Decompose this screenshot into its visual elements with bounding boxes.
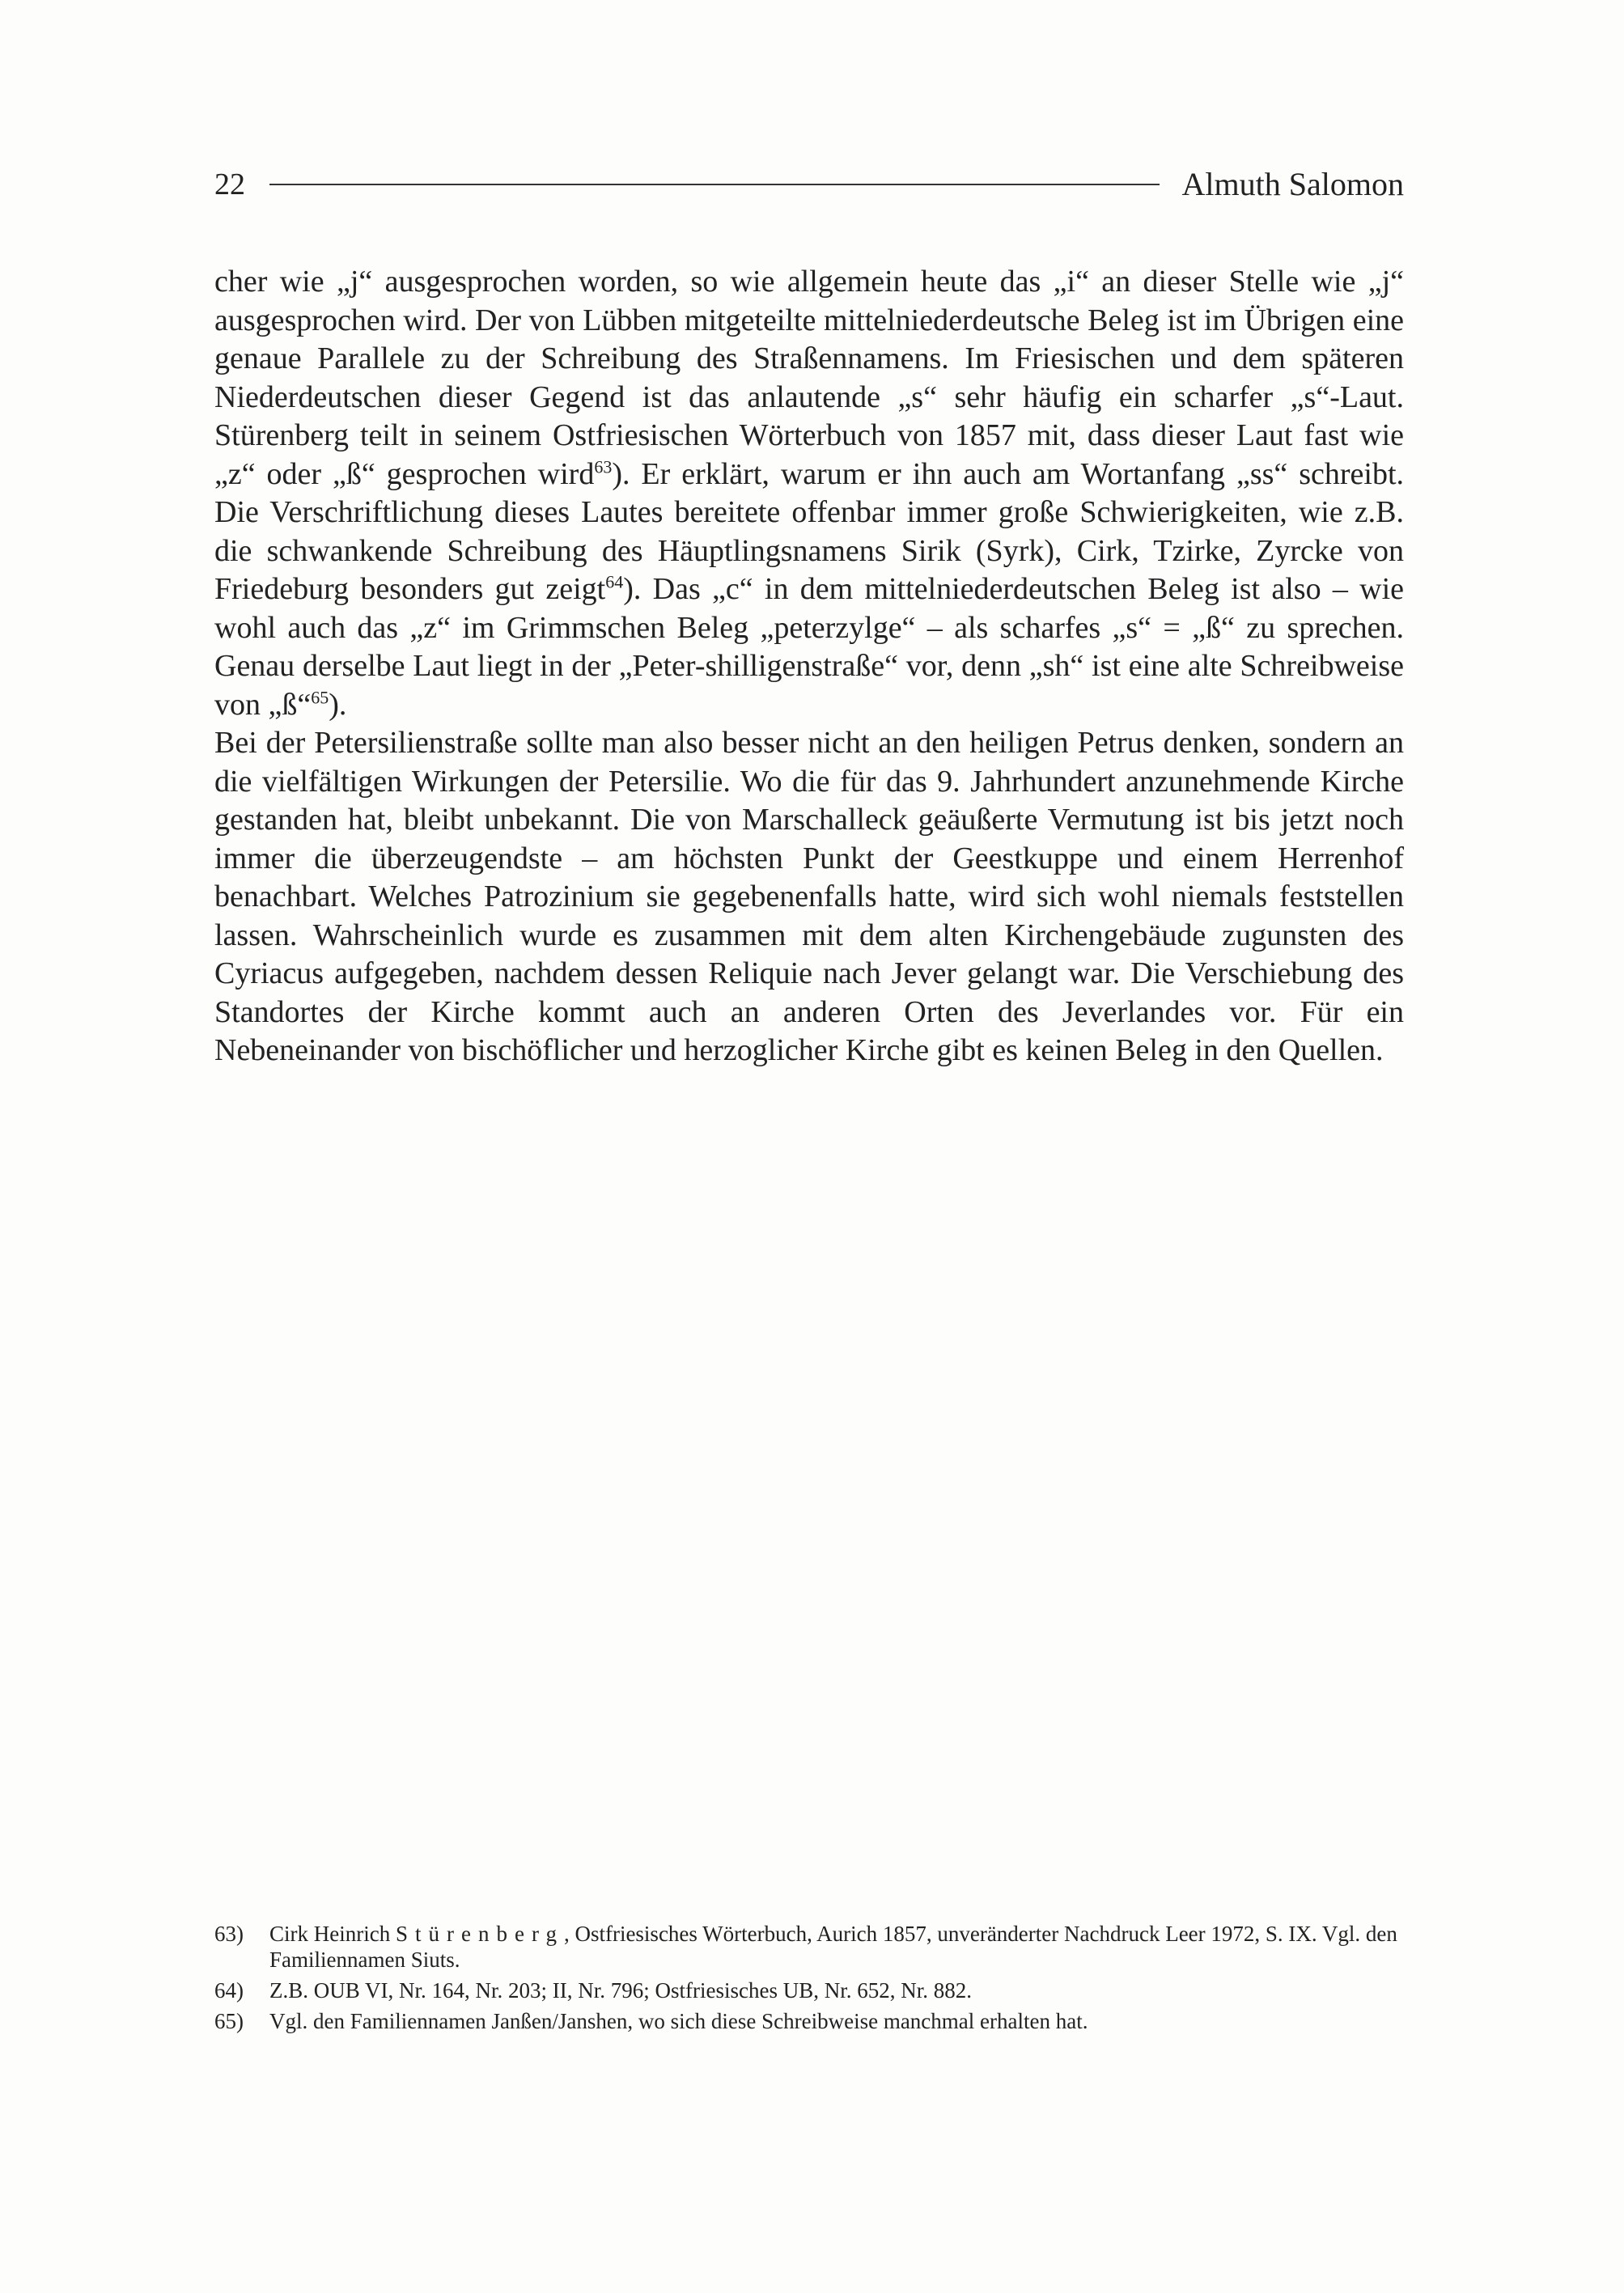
paragraph-1-part-c: ). Das „c“ in dem mittelniederdeutschen Beleg ist also – wie wohl auch das „z“ im Grimmschen Beleg „peterzylge“ – als scharfes „s“ = „ß“ zu sprechen. Genau derselbe Laut liegt in der „Peter-shilligenstraße“ vor, denn „sh“ ist eine alte Schreibweise von „ß“ — [214, 572, 1404, 722]
footnote-ref-65: 65 — [311, 686, 329, 707]
footnote-ref-64: 64 — [605, 571, 624, 592]
footnote-number: 63) — [214, 1922, 244, 1946]
running-header — [214, 160, 1404, 209]
paragraph-1-part-d: ). — [329, 687, 347, 722]
footnote-number: 65) — [214, 2009, 244, 2033]
footnote-63 — [214, 1921, 1404, 1973]
footnote-64 — [214, 1977, 1404, 2003]
paragraph-2: Bei der Petersilienstraße sollte man also besser nicht an den heiligen Petrus denken, sondern an die vielfältigen Wirkungen der Petersilie. Wo die für das 9. Jahrhundert anzunehmende Kirche gestanden hat, bleibt unbekannt. Die von Marschalleck geäußerte Vermutung ist bis jetzt noch immer die überzeugendste – am höchsten Punkt der Geestkuppe und einem Herrenhof benachbart. Welches Patrozinium sie gegebenenfalls hatte, wird sich wohl niemals feststellen lassen. Wahrscheinlich wurde es zusammen mit dem alten Kirchengebäude zugunsten des Cyriacus aufgegeben, nachdem dessen Reliquie nach Jever gelangt war. Die Verschiebung des Standortes der Kirche kommt auch an anderen Orten des Jeverlandes vor. Für ein Nebeneinander von bischöflicher und herzoglicher Kirche gibt es keinen Beleg in den Quellen. — [214, 726, 1404, 1067]
footnote-text: Vgl. den Familiennamen Janßen/Janshen, wo sich diese Schreibweise manchmal erhalten hat. — [269, 2009, 1088, 2033]
footnote-63-post: , Ostfriesisches Wörterbuch, Aurich 1857, unveränderter Nachdruck Leer 1972, S. IX. Vgl. den Familiennamen Siuts. — [269, 1922, 1397, 1972]
footnote-ref-63: 63 — [594, 456, 613, 477]
footnote-63-pre: Cirk Heinrich — [269, 1922, 396, 1946]
main-text — [214, 263, 1404, 1070]
footnote-63-author-name: Stürenberg — [395, 1922, 564, 1946]
running-head-author: Almuth Salomon — [1181, 166, 1404, 202]
footnote-text — [269, 1921, 1404, 1973]
footnote-text: Z.B. OUB VI, Nr. 164, Nr. 203; II, Nr. 796; Ostfriesisches UB, Nr. 652, Nr. 882. — [269, 1978, 972, 2003]
paragraph-1-part-a: cher wie „j“ ausgesprochen worden, so wie allgemein heute das „i“ an dieser Stelle wie „j“ ausgesprochen wird. Der von Lübben mitgeteilte mittelniederdeutsche Beleg ist im Übrigen eine genaue Parallele zu der Schreibung des Straßennamens. Im Friesischen und dem späteren Niederdeutschen dieser Gegend ist das anlautende „s“ sehr häufig ein scharfer „s“-Laut. Stürenberg teilt in seinem Ostfriesischen Wörterbuch von 1857 mit, dass dieser Laut fast wie „z“ oder „ß“ gesprochen wird — [214, 265, 1404, 491]
paragraph-1-part-b: ). Er erklärt, warum er ihn auch am Wortanfang „ss“ schreibt. Die Verschriftlichung dieses Lautes bereitete offenbar immer große Schwierigkeiten, wie z.B. die schwankende Schreibung des Häuptlingsnamens Sirik (Syrk), Cirk, Tzirke, Zyrcke von Friedeburg besonders gut zeigt — [214, 456, 1405, 606]
footnotes — [214, 1921, 1404, 2039]
footnote-number: 64) — [214, 1978, 244, 2003]
page-number: 22 — [214, 167, 245, 201]
header-rule — [269, 184, 1160, 185]
paragraph-1 — [214, 263, 1404, 724]
footnote-65 — [214, 2008, 1404, 2034]
